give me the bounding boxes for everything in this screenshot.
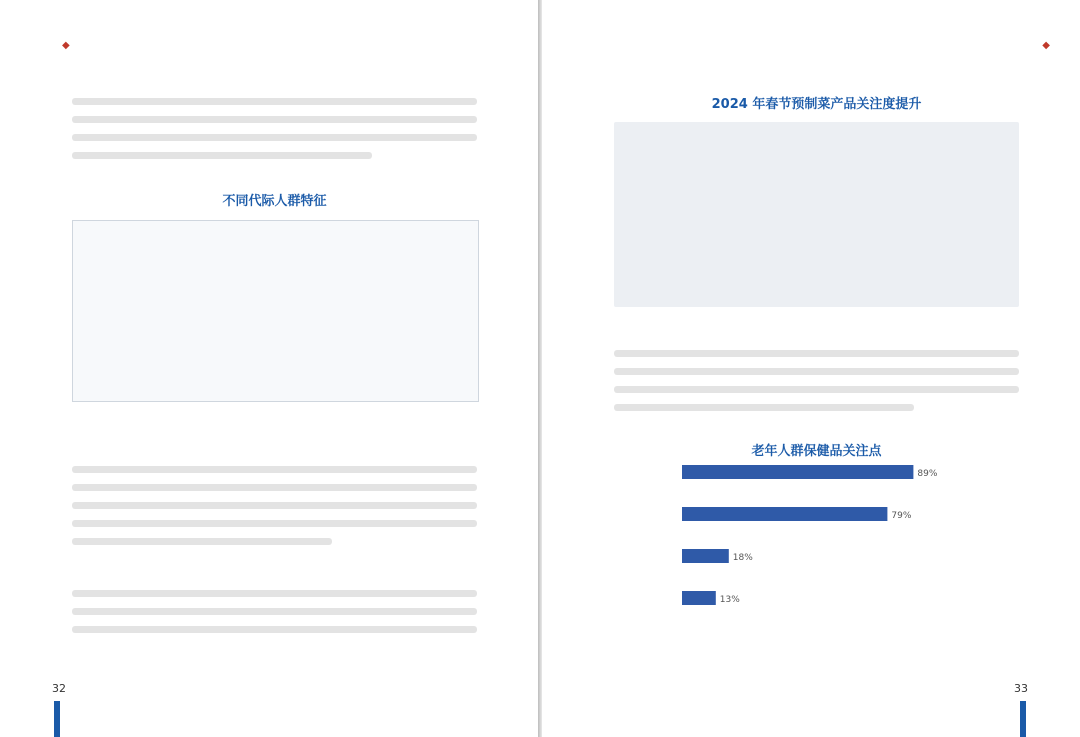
chart-value-label: 79% <box>891 511 912 521</box>
chart-bar <box>682 549 729 563</box>
paragraph-line <box>72 466 477 473</box>
paragraph-line <box>614 404 914 411</box>
left-page <box>0 0 538 737</box>
infographic-panel <box>614 122 1019 307</box>
paragraph-line <box>72 484 477 491</box>
generation-table <box>72 220 479 402</box>
section-title: 不同代际人群特征 <box>222 194 327 209</box>
paragraph-line <box>614 386 1019 393</box>
chart-bar <box>682 591 716 605</box>
page-strip <box>54 701 60 737</box>
right-page <box>542 0 1080 737</box>
paragraph-line <box>614 350 1019 357</box>
report-logo: ◆ <box>1042 40 1050 51</box>
page-strip <box>1020 701 1026 737</box>
chart-title: 老年人群保健品关注点 <box>751 444 882 459</box>
paragraph-line <box>614 368 1019 375</box>
paragraph-line <box>72 152 372 159</box>
section-title: 2024 年春节预制菜产品关注度提升 <box>711 97 922 112</box>
paragraph-line <box>72 98 477 105</box>
paragraph-line <box>72 520 477 527</box>
paragraph-line <box>72 538 332 545</box>
paragraph-line <box>72 502 477 509</box>
report-logo: ◆ <box>62 40 70 51</box>
paragraph-line <box>72 626 477 633</box>
paragraph-line <box>72 608 477 615</box>
chart-value-label: 18% <box>732 553 753 563</box>
page-number: 32 <box>52 682 66 695</box>
chart-value-label: 13% <box>719 595 740 605</box>
bar-chart <box>632 455 992 640</box>
paragraph-line <box>72 590 477 597</box>
paragraph-line <box>72 116 477 123</box>
chart-bar <box>682 465 913 479</box>
page-number: 33 <box>1014 682 1028 695</box>
chart-bar <box>682 507 887 521</box>
chart-value-label: 89% <box>917 469 938 479</box>
paragraph-line <box>72 134 477 141</box>
